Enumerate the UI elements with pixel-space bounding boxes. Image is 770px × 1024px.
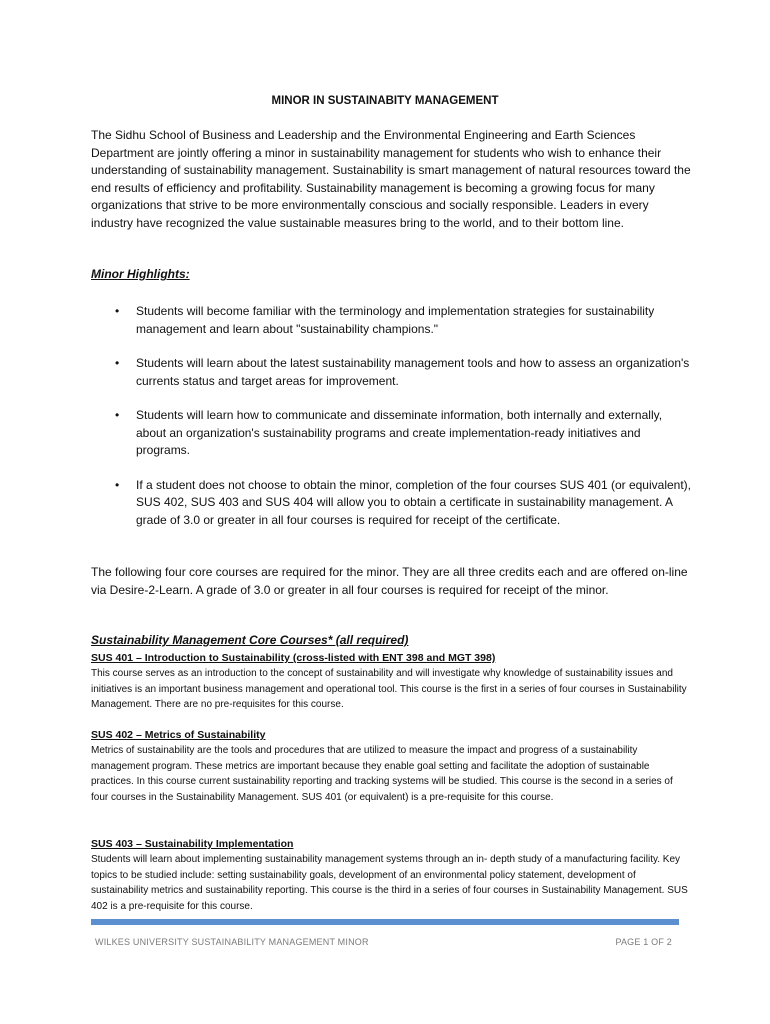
course-sus-401	[91, 651, 691, 713]
intro-paragraph: The Sidhu School of Business and Leadership and the Environmental Engineering and Earth Sciences Department are jointly offering a minor in sustainability management for students who wish to enhance their understanding of sustainability management. Sustainability is smart management of natural resources toward the end results of efficiency and profitability. Sustainability management is becoming a growing focus for many organizations that strive to be more environmentally conscious and socially responsible. Leaders in every industry have recognized the value sustainable measures bring to the world, and to their bottom line.	[91, 128, 691, 230]
list-item	[91, 477, 691, 530]
list-item-text: If a student does not choose to obtain the minor, completion of the four courses SUS 401 (or equivalent), SUS 402, SUS 403 and SUS 404 will allow you to obtain a certificate in sustainability management. A grade of 3.0 or greater in all four courses is required for receipt of the certificate.	[136, 477, 691, 527]
footer-rule	[91, 919, 679, 925]
page-title: MINOR IN SUSTAINABITY MANAGEMENT	[271, 95, 499, 107]
course-sus-402	[91, 728, 691, 806]
footer-title: WILKES UNIVERSITY SUSTAINABILITY MANAGEMENT MINOR	[95, 937, 369, 947]
bullet-icon: •	[115, 304, 120, 318]
course-title: SUS 402 – Metrics of Sustainability	[91, 729, 266, 741]
course-title: SUS 401 – Introduction to Sustainability (cross-listed with ENT 398 and MGT 398)	[91, 652, 496, 664]
course-description: Students will learn about implementing sustainability management systems through an in- depth study of a manufacturing facility. Key topics to be studied include: setting sustainability goals, development of an environmental policy statement, development of sustainability metrics and sustainability reporting. This course is the third in a series of four courses in Sustainability Management. SUS 402 is a pre-requisite for this course.	[91, 854, 688, 913]
course-title: SUS 403 – Sustainability Implementation	[91, 838, 294, 850]
list-item-text: Students will learn about the latest sustainability management tools and how to assess an organization's currents status and target areas for improvement.	[136, 356, 690, 388]
core-courses-heading: Sustainability Management Core Courses* (all required)	[91, 633, 409, 647]
highlights-list	[91, 303, 691, 546]
bullet-icon: •	[115, 408, 120, 422]
list-item-text: Students will learn how to communicate and disseminate information, both internally and externally, about an organization's sustainability programs and create implementation-ready initiatives and programs.	[136, 408, 663, 457]
bullet-icon: •	[115, 356, 120, 370]
bullet-icon: •	[115, 477, 120, 492]
list-item	[91, 407, 691, 460]
requirements-paragraph: The following four core courses are required for the minor. They are all three credits each and are offered on-line via Desire-2-Learn. A grade of 3.0 or greater in all four courses is required for receipt of the minor.	[91, 565, 688, 597]
list-item	[91, 303, 691, 338]
course-description: This course serves as an introduction to the concept of sustainability and will investigate why knowledge of sustainability issues and initiatives is an important business management and operational tool. This course is the first in a series of four courses in Sustainability Management. There are no pre-requisites for this course.	[91, 668, 687, 711]
list-item	[91, 355, 691, 390]
highlights-heading: Minor Highlights:	[91, 267, 190, 281]
page-number: PAGE 1 OF 2	[615, 937, 672, 947]
course-sus-403	[91, 837, 691, 915]
list-item-text: Students will become familiar with the terminology and implementation strategies for sustainability management and learn about "sustainability champions."	[136, 304, 655, 336]
course-description: Metrics of sustainability are the tools and procedures that are utilized to measure the impact and progress of a sustainability management program. These metrics are important because they enable goal setting and facilitate the adoption of sustainable practices. In this course current sustainability reporting and tracking systems will be studied. This course is the second in a series of four courses in the Sustainability Management. SUS 401 (or equivalent) is a pre-requisite for this course.	[91, 745, 673, 804]
